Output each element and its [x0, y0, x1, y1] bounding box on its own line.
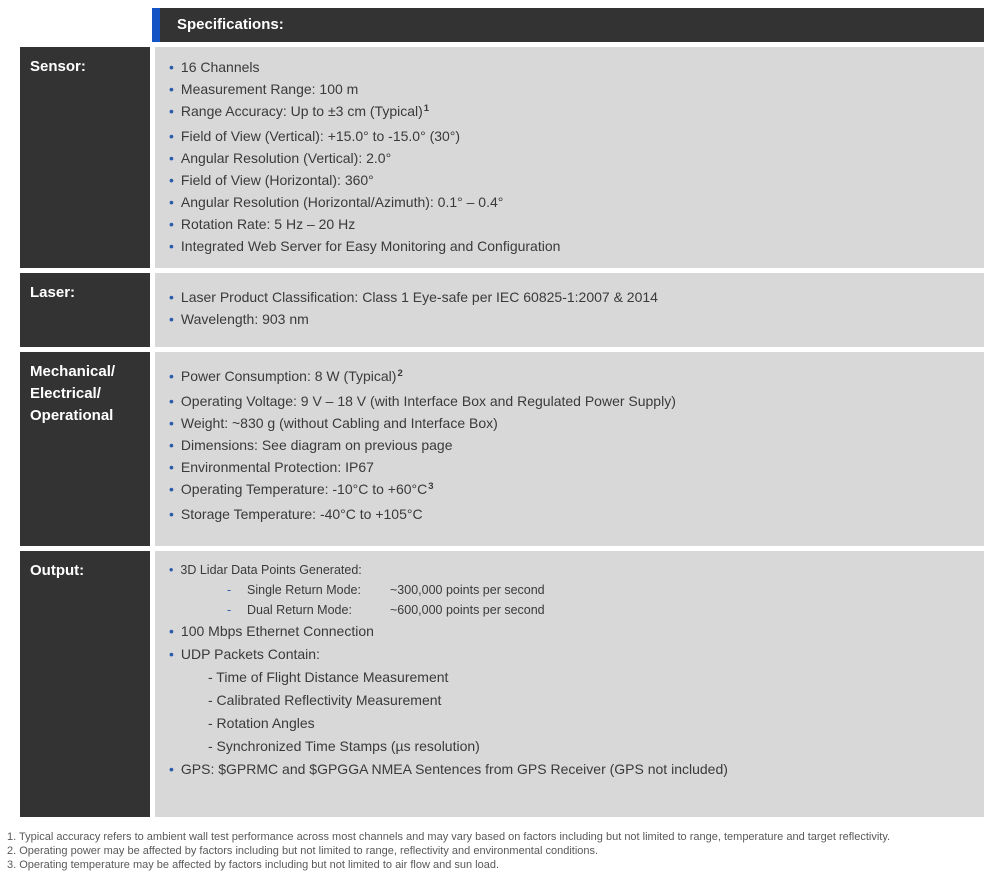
spec-item: [169, 235, 970, 257]
bullet-dot-icon: •: [169, 368, 174, 384]
spec-item: [169, 147, 970, 169]
bullet-dot-icon: •: [169, 481, 174, 497]
spec-item-text: Operating Temperature: -10°C to +60°C: [180, 481, 428, 497]
section-label-output: [20, 551, 150, 817]
spec-item-text: Range Accuracy: Up to ±3 cm (Typical): [180, 103, 423, 119]
bullet-dot-icon: •: [169, 59, 174, 75]
section-content-mechanical: [155, 352, 984, 546]
spec-item: [169, 56, 970, 78]
section-content-laser: [155, 273, 984, 347]
bullet-dot-icon: •: [169, 623, 174, 639]
spec-item: [169, 286, 970, 308]
spec-item-text: Angular Resolution (Horizontal/Azimuth): 0.1° – 0.4°: [180, 194, 504, 210]
spec-item-text: Operating Voltage: 9 V – 18 V (with Interface Box and Regulated Power Supply): [180, 393, 676, 409]
spec-item-text: Angular Resolution (Vertical): 2.0°: [180, 150, 392, 166]
return-mode-rate: ~600,000 points per second: [390, 603, 545, 617]
spec-item: [169, 365, 970, 390]
udp-content-item: - Calibrated Reflectivity Measurement: [208, 692, 442, 708]
spec-item-text: UDP Packets Contain:: [180, 646, 320, 662]
footnote: 1. Typical accuracy refers to ambient wall test performance across most channels and may vary based on factors including but not limited to range, temperature and target reflectivity.: [7, 831, 891, 843]
section-label-text: Output:: [30, 562, 85, 579]
bullet-dot-icon: •: [169, 459, 174, 475]
spec-item-text: Environmental Protection: IP67: [180, 459, 374, 475]
spec-item: [169, 503, 970, 525]
bullet-dot-icon: •: [169, 646, 174, 662]
footnote-ref: 3: [428, 481, 434, 492]
bullet-dot-icon: •: [169, 172, 174, 188]
spec-item: [169, 213, 970, 235]
section-label-mechanical: [20, 352, 150, 546]
footnotes: [7, 831, 890, 872]
bullet-dot-icon: •: [169, 238, 174, 254]
bullet-dot-icon: •: [169, 128, 174, 144]
return-mode-row: [169, 580, 970, 600]
udp-content-item: - Time of Flight Distance Measurement: [208, 669, 449, 685]
spec-item-text: Field of View (Vertical): +15.0° to -15.0° (30°): [180, 128, 461, 144]
spec-item-text: Measurement Range: 100 m: [180, 81, 359, 97]
udp-content-item: - Synchronized Time Stamps (µs resolution): [208, 738, 480, 754]
section-label-line: Electrical/: [30, 385, 101, 402]
spec-item-text: 3D Lidar Data Points Generated:: [180, 563, 362, 577]
section-content-output: [155, 551, 984, 817]
bullet-dot-icon: •: [169, 437, 174, 453]
section-content-sensor: [155, 47, 984, 268]
spec-item: [169, 191, 970, 213]
spec-item-text: Field of View (Horizontal): 360°: [180, 172, 374, 188]
section-label-sensor: [20, 47, 150, 268]
spec-item: [169, 456, 970, 478]
spec-item-text: Laser Product Classification: Class 1 Eye-safe per IEC 60825-1:2007 & 2014: [180, 289, 658, 305]
spec-item-text: Dimensions: See diagram on previous page: [180, 437, 453, 453]
spec-item-text: 16 Channels: [180, 59, 260, 75]
spec-item-text: Storage Temperature: -40°C to +105°C: [180, 506, 423, 522]
spec-item: [169, 620, 970, 643]
section-label-text: Laser:: [30, 284, 76, 301]
bullet-dot-icon: •: [169, 194, 174, 210]
footnote-ref: 1: [423, 103, 430, 114]
return-mode-label: Dual Return Mode:: [247, 603, 352, 617]
dash-icon: -: [227, 603, 232, 617]
spec-item: [169, 390, 970, 412]
spec-item: [169, 434, 970, 456]
spec-item-text: Power Consumption: 8 W (Typical): [180, 368, 397, 384]
spec-item-text: GPS: $GPRMC and $GPGGA NMEA Sentences from GPS Receiver (GPS not included): [180, 761, 728, 777]
spec-item: [169, 78, 970, 100]
spec-item-text: 100 Mbps Ethernet Connection: [180, 623, 374, 639]
footnote: 2. Operating power may be affected by factors including but not limited to range, reflectivity and environmental conditions.: [7, 844, 599, 857]
bullet-dot-icon: •: [169, 761, 174, 777]
dash-icon: -: [227, 583, 232, 597]
udp-content-item: - Rotation Angles: [208, 715, 315, 731]
section-label-text: Sensor:: [30, 58, 86, 75]
spec-item: [169, 100, 970, 125]
bullet-dot-icon: •: [169, 81, 174, 97]
return-mode-row: [169, 600, 970, 620]
bullet-dot-icon: •: [169, 150, 174, 166]
section-label-line: Mechanical/: [30, 363, 116, 380]
return-mode-rate: ~300,000 points per second: [390, 583, 545, 597]
spec-item: [169, 308, 970, 330]
bullet-dot-icon: •: [169, 311, 174, 327]
spec-item: [169, 125, 970, 147]
header-accent-bar: [152, 8, 160, 42]
spec-item: [169, 478, 970, 503]
spec-item: [169, 412, 970, 434]
header: [160, 8, 984, 42]
spec-item: [169, 560, 970, 580]
bullet-dot-icon: •: [169, 103, 174, 119]
page-title: Specifications:: [177, 16, 284, 33]
bullet-dot-icon: •: [169, 289, 174, 305]
spec-item-text: Wavelength: 903 nm: [180, 311, 309, 327]
section-label-laser: [20, 273, 150, 347]
spec-item: [169, 643, 970, 666]
bullet-dot-icon: •: [169, 415, 174, 431]
bullet-dot-icon: •: [169, 216, 174, 232]
bullet-dot-icon: •: [169, 506, 174, 522]
spec-item-text: Rotation Rate: 5 Hz – 20 Hz: [180, 216, 356, 232]
spec-item: [169, 169, 970, 191]
return-mode-label: Single Return Mode:: [247, 583, 361, 597]
section-label-line: Operational: [30, 407, 114, 424]
spec-item: [169, 758, 970, 781]
spec-item-text: Weight: ~830 g (without Cabling and Interface Box): [180, 415, 498, 431]
footnote: 3. Operating temperature may be affected by factors including but not limited to air flow and sun load.: [7, 858, 500, 871]
spec-item-text: Integrated Web Server for Easy Monitoring and Configuration: [180, 238, 561, 254]
footnote-ref: 2: [397, 368, 403, 379]
bullet-dot-icon: •: [169, 563, 174, 577]
bullet-dot-icon: •: [169, 393, 174, 409]
